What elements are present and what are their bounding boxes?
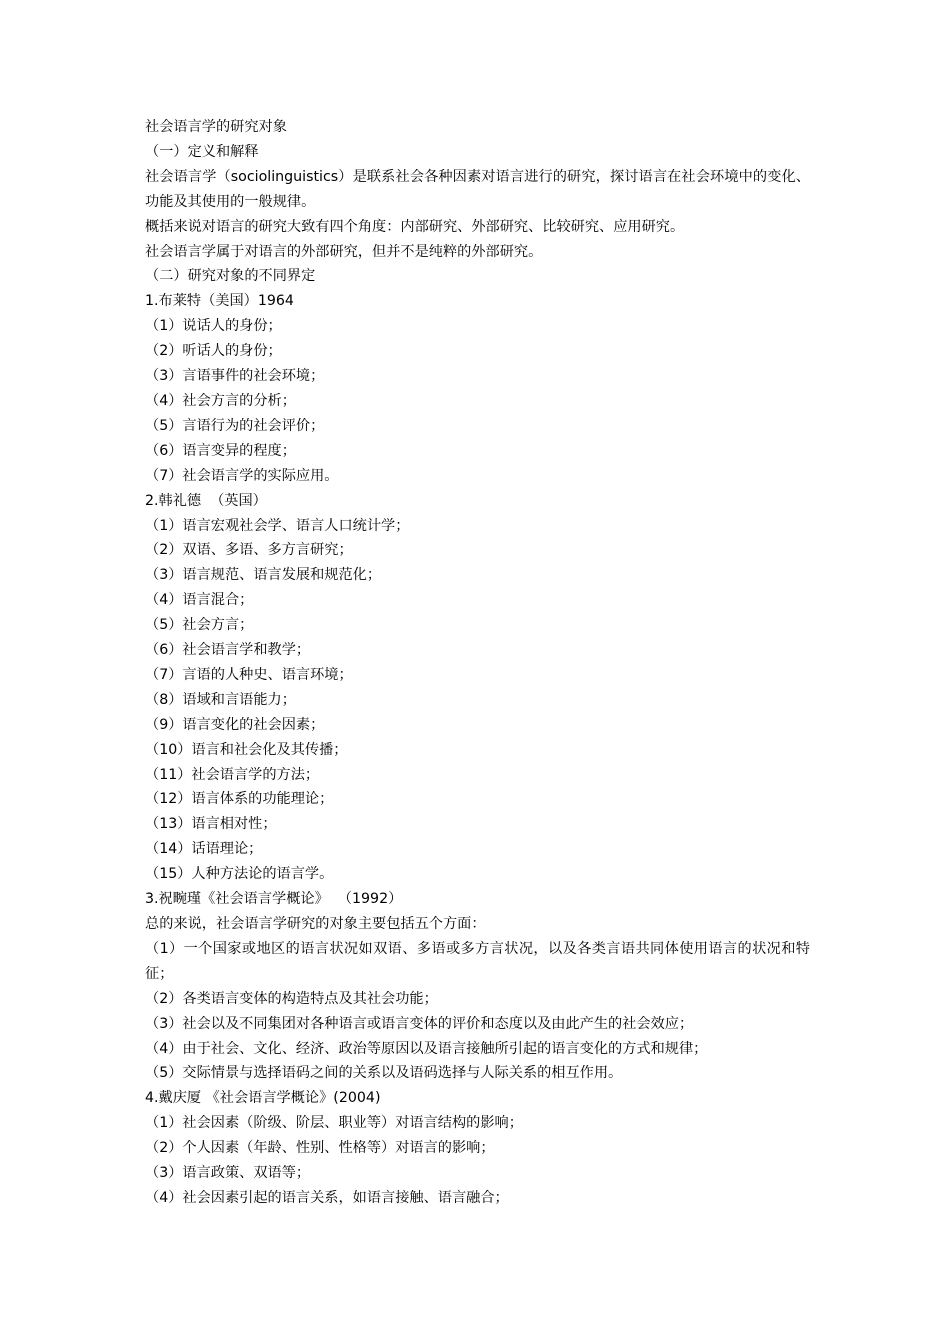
list-item: （4）社会因素引起的语言关系，如语言接触、语言融合； [145, 1189, 509, 1206]
list-item: （12）语言体系的功能理论； [145, 791, 334, 808]
list-item: （1）社会因素（阶级、阶层、职业等）对语言结构的影响； [145, 1115, 523, 1132]
list-item: （3）语言政策、双语等； [145, 1165, 311, 1182]
author-heading-halliday: 2.韩礼德 （英国） [145, 492, 267, 509]
list-item: （15）人种方法论的语言学。 [145, 866, 334, 883]
list-item: （9）语言变化的社会因素； [145, 716, 325, 733]
external-research-paragraph: 社会语言学属于对语言的外部研究，但并不是纯粹的外部研究。 [145, 243, 543, 260]
list-item: （1）说话人的身份； [145, 318, 282, 335]
list-item: （1）一个国家或地区的语言状况如双语、多语或多方言状况，以及各类言语共同体使用语言的状况和特征； [145, 940, 810, 982]
list-item: （8）语域和言语能力； [145, 691, 296, 708]
list-item: （4）由于社会、文化、经济、政治等原因以及语言接触所引起的语言变化的方式和规律； [145, 1040, 708, 1057]
list-item: （4）社会方言的分析； [145, 392, 296, 409]
list-item: （6）社会语言学和教学； [145, 642, 311, 659]
list-item: （10）语言和社会化及其传播； [145, 741, 348, 758]
list-item: （2）双语、多语、多方言研究； [145, 542, 353, 559]
list-item: （7）言语的人种史、语言环境； [145, 666, 353, 683]
definition-paragraph: 社会语言学（sociolinguistics）是联系社会各种因素对语言进行的研究，探讨语言在社会环境中的变化、功能及其使用的一般规律。 [145, 168, 810, 210]
list-item: （1）语言宏观社会学、语言人口统计学； [145, 517, 410, 534]
list-item: （6）语言变异的程度； [145, 442, 296, 459]
list-item: （11）社会语言学的方法； [145, 766, 320, 783]
section-heading-definitions: （二）研究对象的不同界定 [145, 268, 316, 285]
list-item: （5）社会方言； [145, 617, 254, 634]
author-intro: 总的来说，社会语言学研究的对象主要包括五个方面： [145, 916, 486, 932]
list-item: （14）话语理论； [145, 841, 263, 858]
author-heading-zhu: 3.祝畹瑾《社会语言学概论》 （1992） [145, 891, 403, 908]
author-heading-bright: 1.布莱特（美国）1964 [145, 293, 294, 310]
list-item: （3）言语事件的社会环境； [145, 368, 325, 385]
list-item: （3）语言规范、语言发展和规范化； [145, 567, 382, 584]
list-item: （2）听话人的身份； [145, 343, 282, 360]
research-angles-paragraph: 概括来说对语言的研究大致有四个角度：内部研究、外部研究、比较研究、应用研究。 [145, 218, 685, 235]
author-heading-dai: 4.戴庆厦 《社会语言学概论》(2004) [145, 1090, 381, 1107]
document-title: 社会语言学的研究对象 [145, 119, 287, 135]
list-item: （2）个人因素（年龄、性别、性格等）对语言的影响； [145, 1140, 495, 1157]
list-item: （4）语言混合； [145, 592, 254, 609]
list-item: （13）语言相对性； [145, 816, 277, 833]
list-item: （3）社会以及不同集团对各种语言或语言变体的评价和态度以及由此产生的社会效应； [145, 1015, 694, 1032]
list-item: （5）交际情景与选择语码之间的关系以及语码选择与人际关系的相互作用。 [145, 1065, 623, 1082]
list-item: （5）言语行为的社会评价； [145, 417, 325, 434]
section-heading-definition: （一）定义和解释 [145, 143, 259, 160]
list-item: （2）各类语言变体的构造特点及其社会功能； [145, 990, 438, 1007]
list-item: （7）社会语言学的实际应用。 [145, 467, 339, 484]
document-body [145, 115, 810, 1211]
